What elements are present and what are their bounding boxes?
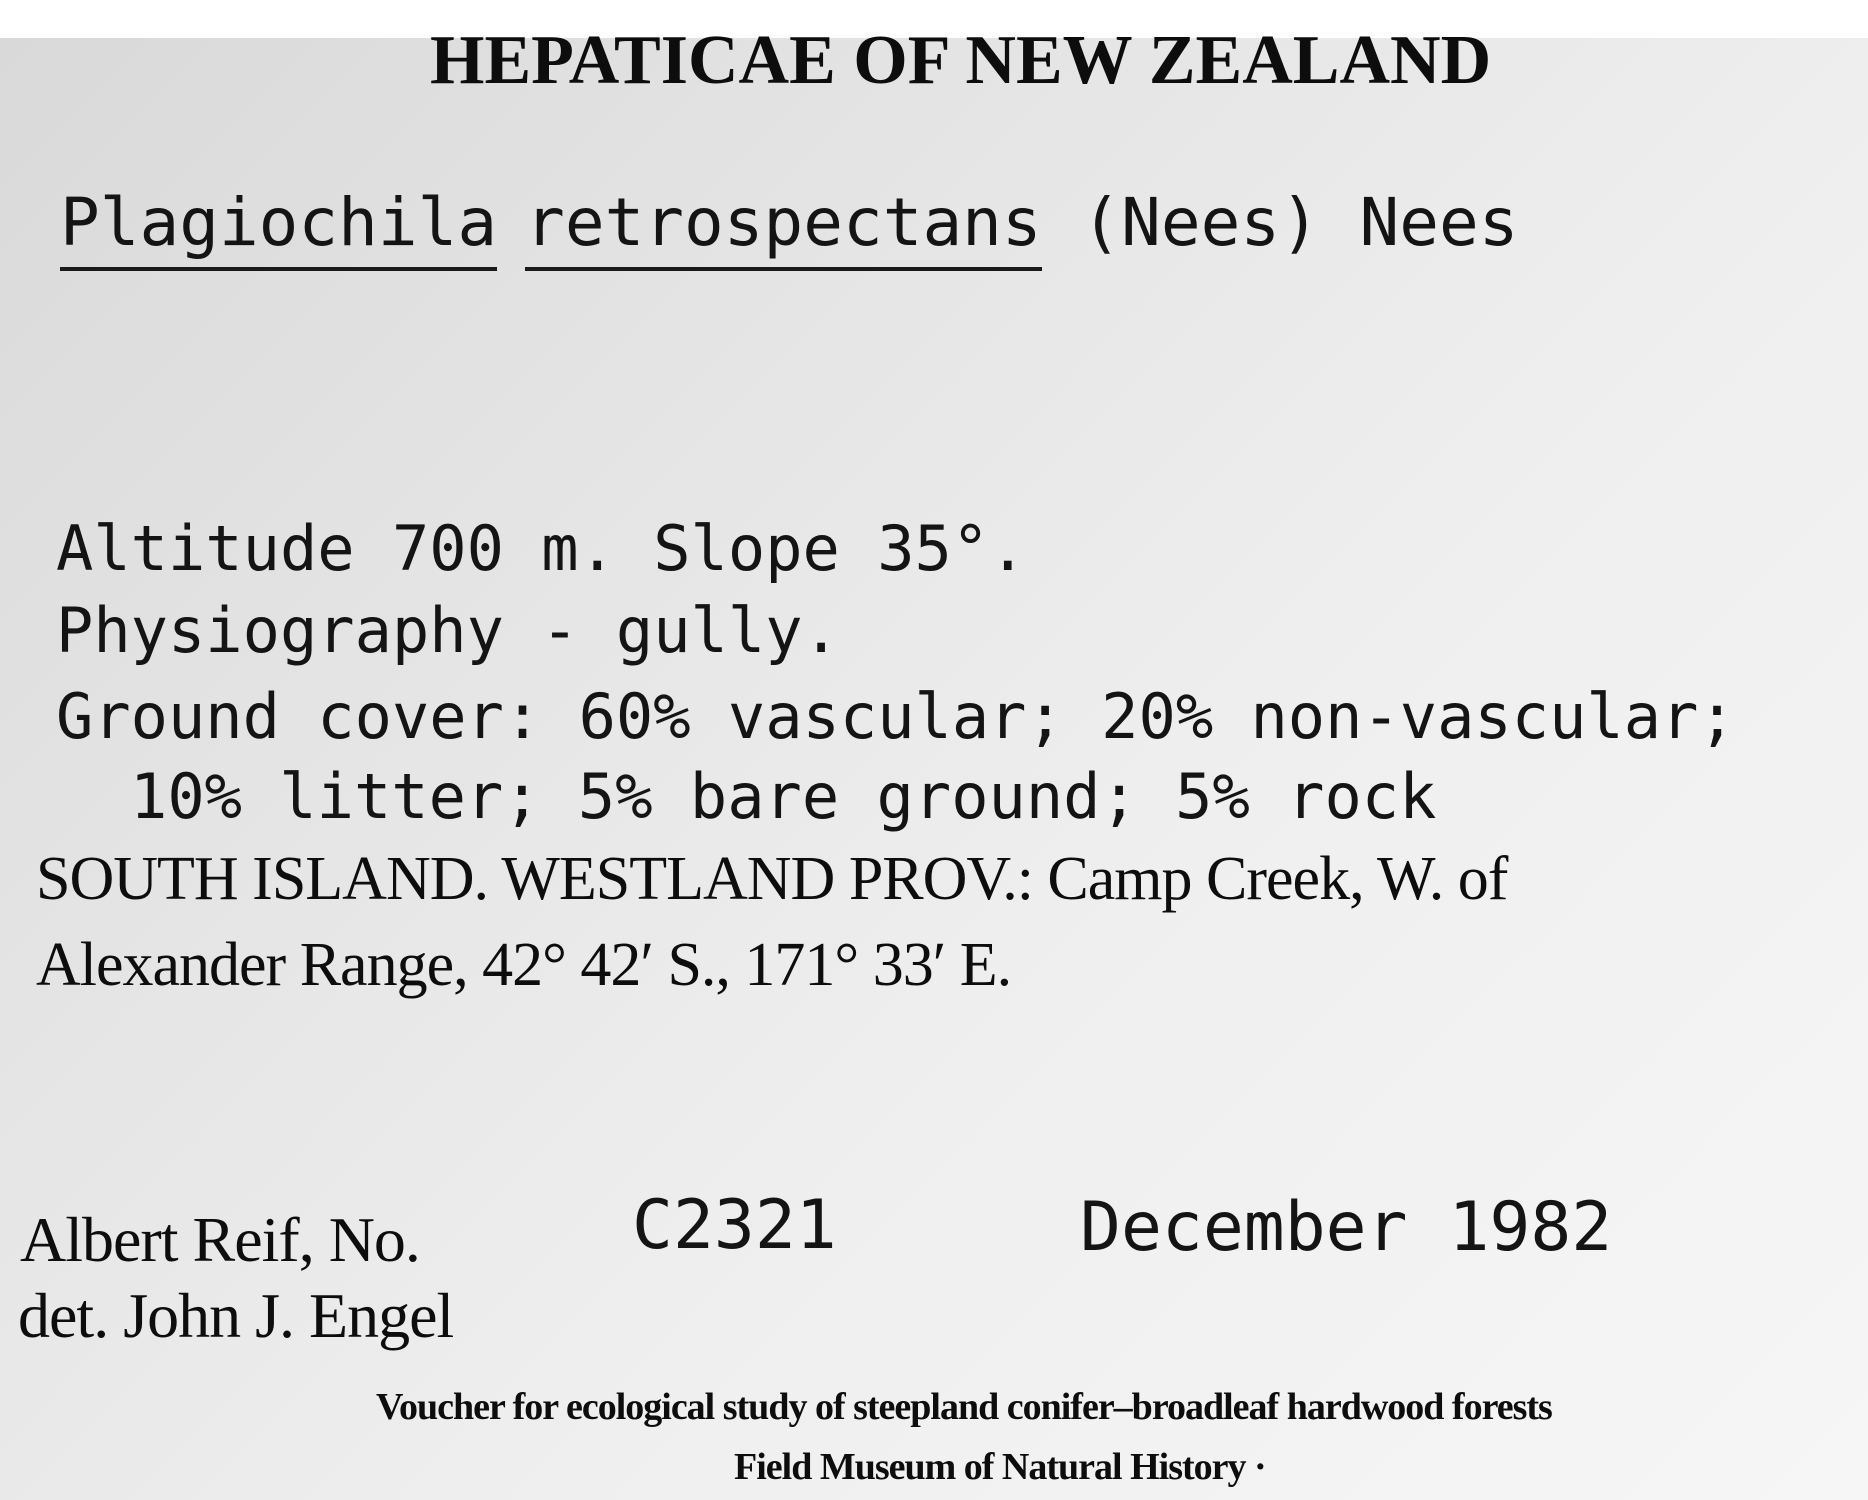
altitude-slope: Altitude 700 m. Slope 35°. bbox=[56, 512, 1027, 585]
collection-number: C2321 bbox=[632, 1186, 837, 1265]
label-title: HEPATICAE OF NEW ZEALAND bbox=[430, 22, 1492, 99]
collector: Albert Reif, No. bbox=[20, 1204, 420, 1275]
voucher-note: Voucher for ecological study of steepland conifer–broadleaf hardwood forests bbox=[376, 1386, 1552, 1428]
taxon-name bbox=[60, 184, 1519, 261]
taxon-genus: Plagiochila bbox=[60, 184, 497, 271]
determiner: det. John J. Engel bbox=[18, 1280, 454, 1351]
taxon-authority: (Nees) Nees bbox=[1081, 184, 1519, 261]
ground-cover-line-2: 10% litter; 5% bare ground; 5% rock bbox=[130, 760, 1437, 833]
taxon-epithet: retrospectans bbox=[525, 184, 1042, 271]
institution: Field Museum of Natural History · bbox=[734, 1446, 1266, 1488]
physiography: Physiography - gully. bbox=[56, 594, 840, 667]
collection-date: December 1982 bbox=[1080, 1188, 1613, 1267]
ground-cover-line-1: Ground cover: 60% vascular; 20% non-vascular; bbox=[56, 680, 1736, 753]
locality-line-1: SOUTH ISLAND. WESTLAND PROV.: Camp Creek, W. of bbox=[36, 845, 1508, 913]
locality-line-2: Alexander Range, 42° 42′ S., 171° 33′ E. bbox=[36, 931, 1012, 999]
